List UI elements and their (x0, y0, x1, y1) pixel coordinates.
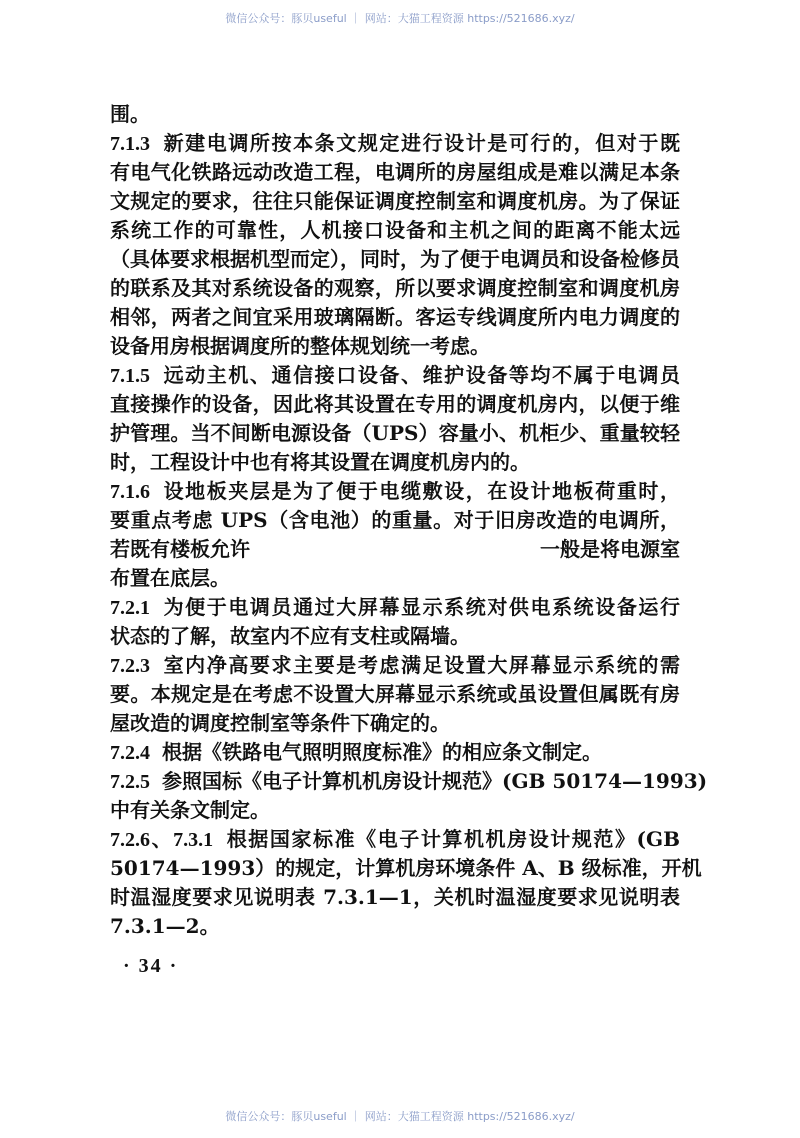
text-line (110, 506, 680, 535)
watermark-bottom: 微信公众号：豚贝useful ｜ 网站：大猫工程资源 https://521686.xyz/ (225, 1110, 575, 1123)
line-content (110, 651, 680, 681)
line-text: 文规定的要求，往往只能保证调度控制室和调度机房。为了保证 (110, 189, 680, 213)
line-text-right: 一般是将电源室 (540, 537, 680, 561)
line-content (110, 450, 530, 474)
text-line (110, 332, 680, 361)
section-number: 7.1.6 (110, 481, 150, 503)
section-number: 7.2.4 (110, 742, 150, 764)
line-text: 设备用房根据调度所的整体规划统一考虑。 (110, 334, 490, 358)
line-content (110, 303, 680, 332)
line-text: 时温湿度要求见说明表 7.3.1—1，关机时温湿度要求见说明表 (110, 885, 680, 909)
line-text: 布置在底层。 (110, 566, 230, 590)
text-line (110, 535, 680, 564)
section-line (110, 825, 680, 854)
text-line (110, 390, 680, 419)
section-number: 7.2.1 (110, 597, 150, 619)
line-text: 设地板夹层是为了便于电缆敷设，在设计地板荷重时， (162, 479, 680, 503)
line-text: 直接操作的设备，因此将其设置在专用的调度机房内，以便于维 (110, 392, 680, 416)
line-content (110, 129, 680, 159)
line-content (110, 767, 708, 797)
line-content (110, 566, 230, 590)
line-text: 要重点考虑 UPS（含电池）的重量。对于旧房改造的电调所， (110, 508, 680, 532)
text-line (110, 245, 680, 274)
text-line (110, 912, 680, 941)
line-text: 7.3.1—2。 (110, 914, 220, 938)
line-text: 相邻，两者之间宜采用玻璃隔断。客运专线调度所内电力调度的 (110, 305, 680, 329)
line-content (110, 593, 680, 623)
text-line (110, 854, 702, 883)
section-line (110, 361, 680, 390)
line-content (110, 506, 680, 535)
line-content (110, 334, 490, 358)
section-line (110, 651, 680, 680)
watermark-top: 微信公众号：豚贝useful ｜ 网站：大猫工程资源 https://521686.xyz/ (225, 12, 575, 25)
text-line (110, 883, 680, 912)
text-line (110, 680, 680, 709)
text-line (110, 564, 680, 593)
line-content (110, 680, 680, 709)
line-text: （具体要求根据机型而定），同时，为了便于电调员和设备检修员 (110, 247, 680, 271)
line-text: 的联系及其对系统设备的观察，所以要求调度控制室和调度机房 (110, 276, 680, 300)
section-line (110, 129, 680, 158)
line-content (110, 158, 680, 187)
line-content (110, 883, 680, 912)
line-text: 中有关条文制定。 (110, 798, 270, 822)
line-content (110, 854, 702, 883)
text-line (110, 187, 680, 216)
line-text: 围。 (110, 102, 150, 126)
line-text: 系统工作的可靠性，人机接口设备和主机之间的距离不能太远 (110, 218, 680, 242)
text-line (110, 448, 680, 477)
section-number: 7.1.3 (110, 133, 150, 155)
line-text: 状态的了解，故室内不应有支柱或隔墙。 (110, 624, 470, 648)
line-text: 护管理。当不间断电源设备（UPS）容量小、机柜少、重量较轻 (110, 421, 680, 445)
line-text: 新建电调所按本条文规定进行设计是可行的，但对于既 (162, 131, 680, 155)
section-number: 7.2.6、7.3.1 (110, 829, 214, 851)
line-text: 时，工程设计中也有将其设置在调度机房内的。 (110, 450, 530, 474)
text-line (110, 709, 680, 738)
line-text: 为便于电调员通过大屏幕显示系统对供电系统设备运行 (162, 595, 680, 619)
line-content (110, 245, 680, 274)
line-content (110, 361, 680, 391)
line-content (110, 914, 220, 938)
line-content (110, 187, 680, 216)
line-content (110, 711, 450, 735)
text-line (110, 274, 680, 303)
line-content (110, 274, 680, 303)
section-line (110, 767, 708, 796)
section-line (110, 593, 680, 622)
line-content (110, 535, 250, 564)
section-number: 7.2.5 (110, 771, 150, 793)
text-line (110, 158, 680, 187)
section-line (110, 477, 680, 506)
line-text: 室内净高要求主要是考虑满足设置大屏幕显示系统的需 (162, 653, 680, 677)
line-content (110, 825, 680, 855)
text-line (110, 796, 680, 825)
line-text: 参照国标《电子计算机机房设计规范》(GB 50174—1993) (162, 769, 708, 793)
text-line (110, 622, 680, 651)
line-content (110, 419, 680, 448)
line-content (110, 102, 150, 126)
line-text: 根据国家标准《电子计算机机房设计规范》(GB (225, 827, 680, 851)
line-content (110, 740, 602, 764)
text-line (110, 100, 680, 129)
section-line (110, 738, 680, 767)
section-number: 7.2.3 (110, 655, 150, 677)
text-line (110, 216, 680, 245)
line-text: 有电气化铁路远动改造工程，电调所的房屋组成是难以满足本条 (110, 160, 680, 184)
line-text: 要。本规定是在考虑不设置大屏幕显示系统或虽设置但属既有房 (110, 682, 680, 706)
line-content (110, 477, 680, 507)
line-content (110, 798, 270, 822)
line-text: 50174—1993）的规定，计算机房环境条件 A、B 级标准，开机 (110, 856, 702, 880)
document-body (110, 100, 708, 941)
line-text: 屋改造的调度控制室等条件下确定的。 (110, 711, 450, 735)
text-line (110, 419, 680, 448)
line-text: 若既有楼板允许 (110, 537, 250, 561)
section-number: 7.1.5 (110, 365, 150, 387)
line-text: 远动主机、通信接口设备、维护设备等均不属于电调员 (162, 363, 680, 387)
line-text: 根据《铁路电气照明照度标准》的相应条文制定。 (162, 740, 602, 764)
line-content (110, 390, 680, 419)
line-content (110, 624, 470, 648)
line-content (110, 216, 680, 245)
text-line (110, 303, 680, 332)
page-number: · 34 · (123, 955, 179, 977)
